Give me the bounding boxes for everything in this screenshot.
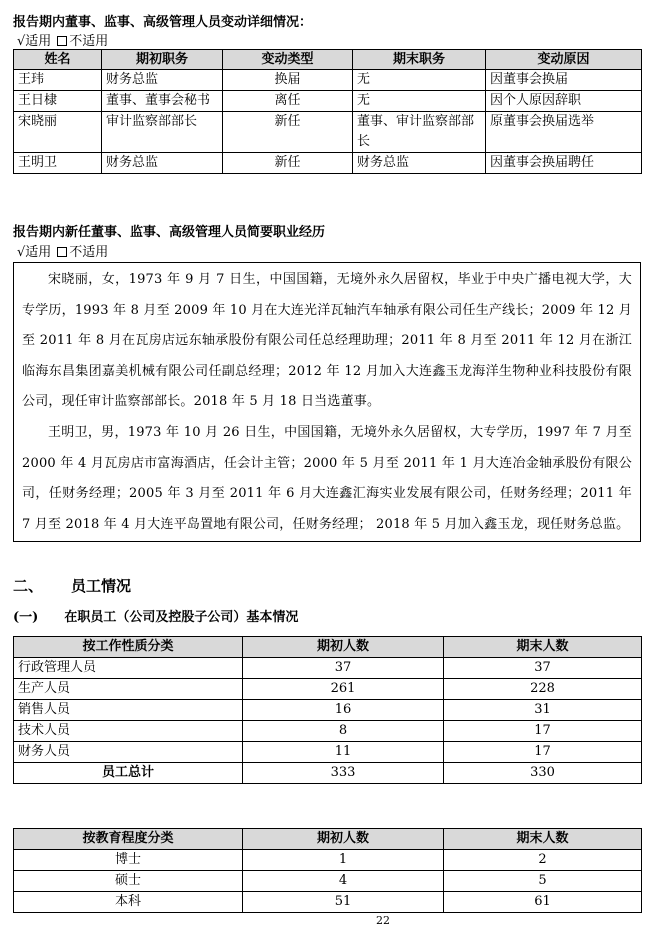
subsection-title-text: 在职员工（公司及控股子公司）基本情况 xyxy=(64,610,299,625)
cell-total-start: 333 xyxy=(243,763,444,784)
change-table xyxy=(13,49,642,174)
checkbox-icon xyxy=(57,247,67,257)
column-header: 变动类型 xyxy=(223,50,353,70)
table-row xyxy=(14,70,642,91)
cell-end-position: 财务总监 xyxy=(353,153,486,174)
cell-category: 生产人员 xyxy=(14,679,243,700)
cell-total-label: 员工总计 xyxy=(14,763,243,784)
education-table xyxy=(13,828,642,913)
cell-end-count: 17 xyxy=(444,742,642,763)
cell-end-count: 2 xyxy=(444,850,642,871)
page-number: 22 xyxy=(376,914,390,927)
column-header: 姓名 xyxy=(14,50,102,70)
cell-start-position: 审计监察部部长 xyxy=(102,112,223,153)
table-row xyxy=(14,112,642,153)
cell-end-count: 228 xyxy=(444,679,642,700)
checkbox-icon xyxy=(57,36,67,46)
cell-education: 博士 xyxy=(14,850,243,871)
table-row xyxy=(14,742,642,763)
cell-start-count: 4 xyxy=(243,871,444,892)
cell-start-position: 董事、董事会秘书 xyxy=(102,91,223,112)
cell-education: 硕士 xyxy=(14,871,243,892)
cell-category: 技术人员 xyxy=(14,721,243,742)
cell-end-count: 31 xyxy=(444,700,642,721)
section-title xyxy=(13,575,131,596)
cell-end-position: 董事、审计监察部部长 xyxy=(353,112,486,153)
cell-category: 行政管理人员 xyxy=(14,658,243,679)
cell-reason: 因董事会换届 xyxy=(486,70,642,91)
cell-change-type: 换届 xyxy=(223,70,353,91)
cell-category: 财务人员 xyxy=(14,742,243,763)
cell-start-count: 51 xyxy=(243,892,444,913)
applicable-option: √适用 xyxy=(17,245,52,260)
bio-box xyxy=(13,262,641,542)
cell-reason: 原董事会换届选举 xyxy=(486,112,642,153)
bio-paragraph: 宋晓丽，女，1973 年 9 月 7 日生，中国国籍，无境外永久居留权，毕业于中央广播电视大学，大专学历，1993 年 8 月至 2009 年 10 月在大连光洋瓦轴汽车轴承有限公司任生产线长；2009 年 12 月至 2011 年 8 月在瓦房店远东轴承股份有限公司任总经理助理；2011 年 8 月至 2011 年 12 月在浙江临海东昌集团嘉美机械有限公司任副总经理；2012 年 12 月加入大连鑫玉龙海洋生物种业科技股份有限公司，现任审计监察部部长。2018 年 5 月 18 日当选董事。 xyxy=(22,272,632,410)
column-header: 期末人数 xyxy=(444,829,642,850)
column-header: 变动原因 xyxy=(486,50,642,70)
total-row xyxy=(14,763,642,784)
table-row xyxy=(14,658,642,679)
cell-reason: 因董事会换届聘任 xyxy=(486,153,642,174)
cell-end-count: 61 xyxy=(444,892,642,913)
bio-applicability xyxy=(17,241,108,260)
column-header: 期末职务 xyxy=(353,50,486,70)
cell-start-count: 11 xyxy=(243,742,444,763)
subsection-number: (一) xyxy=(13,610,39,625)
cell-start-position: 财务总监 xyxy=(102,153,223,174)
table-header-row xyxy=(14,637,642,658)
column-header: 期末人数 xyxy=(444,637,642,658)
section-title-text: 员工情况 xyxy=(71,577,132,595)
cell-end-count: 17 xyxy=(444,721,642,742)
bio-paragraph: 王明卫，男，1973 年 10 月 26 日生，中国国籍，无境外永久居留权，大专学历，1997 年 7 月至 2000 年 4 月瓦房店市富海酒店，任会计主管；2000 年 5 月至 2011 年 1 月大连冶金轴承股份有限公司，任财务经理；2005 年 3 月至 2011 年 6 月大连鑫汇海实业发展有限公司，任财务经理；2011 年 7 月至 2018 年 4 月大连平岛置地有限公司，任财务经理； 2018 年 5 月加入鑫玉龙，现任财务总监。 xyxy=(22,424,632,532)
cell-end-count: 37 xyxy=(444,658,642,679)
cell-name: 王明卫 xyxy=(14,153,102,174)
cell-total-end: 330 xyxy=(444,763,642,784)
cell-start-count: 8 xyxy=(243,721,444,742)
not-applicable-option: 不适用 xyxy=(69,34,109,49)
table-row xyxy=(14,892,642,913)
cell-end-position: 无 xyxy=(353,70,486,91)
column-header: 期初人数 xyxy=(243,637,444,658)
table-row xyxy=(14,871,642,892)
cell-change-type: 新任 xyxy=(223,112,353,153)
cell-start-count: 37 xyxy=(243,658,444,679)
bio-section-heading: 报告期内新任董事、监事、高级管理人员简要职业经历 xyxy=(13,225,326,240)
table-row xyxy=(14,679,642,700)
change-section-heading: 报告期内董事、监事、高级管理人员变动详细情况： xyxy=(13,15,313,30)
cell-change-type: 新任 xyxy=(223,153,353,174)
table-row xyxy=(14,153,642,174)
cell-reason: 因个人原因辞职 xyxy=(486,91,642,112)
section-number: 二、 xyxy=(13,577,44,595)
cell-start-position: 财务总监 xyxy=(102,70,223,91)
applicable-option: √适用 xyxy=(17,34,52,49)
table-header-row xyxy=(14,50,642,70)
table-row xyxy=(14,721,642,742)
staff-table xyxy=(13,636,642,784)
table-header-row xyxy=(14,829,642,850)
column-header: 按工作性质分类 xyxy=(14,637,243,658)
table-row xyxy=(14,91,642,112)
cell-start-count: 16 xyxy=(243,700,444,721)
cell-category: 销售人员 xyxy=(14,700,243,721)
not-applicable-option: 不适用 xyxy=(69,245,109,260)
cell-name: 王玮 xyxy=(14,70,102,91)
column-header: 期初职务 xyxy=(102,50,223,70)
cell-start-count: 1 xyxy=(243,850,444,871)
cell-end-count: 5 xyxy=(444,871,642,892)
subsection-title xyxy=(13,606,298,625)
column-header: 期初人数 xyxy=(243,829,444,850)
cell-education: 本科 xyxy=(14,892,243,913)
cell-end-position: 无 xyxy=(353,91,486,112)
cell-name: 王日棣 xyxy=(14,91,102,112)
cell-change-type: 离任 xyxy=(223,91,353,112)
change-applicability xyxy=(17,30,108,49)
cell-name: 宋晓丽 xyxy=(14,112,102,153)
cell-start-count: 261 xyxy=(243,679,444,700)
table-row xyxy=(14,700,642,721)
column-header: 按教育程度分类 xyxy=(14,829,243,850)
table-row xyxy=(14,850,642,871)
